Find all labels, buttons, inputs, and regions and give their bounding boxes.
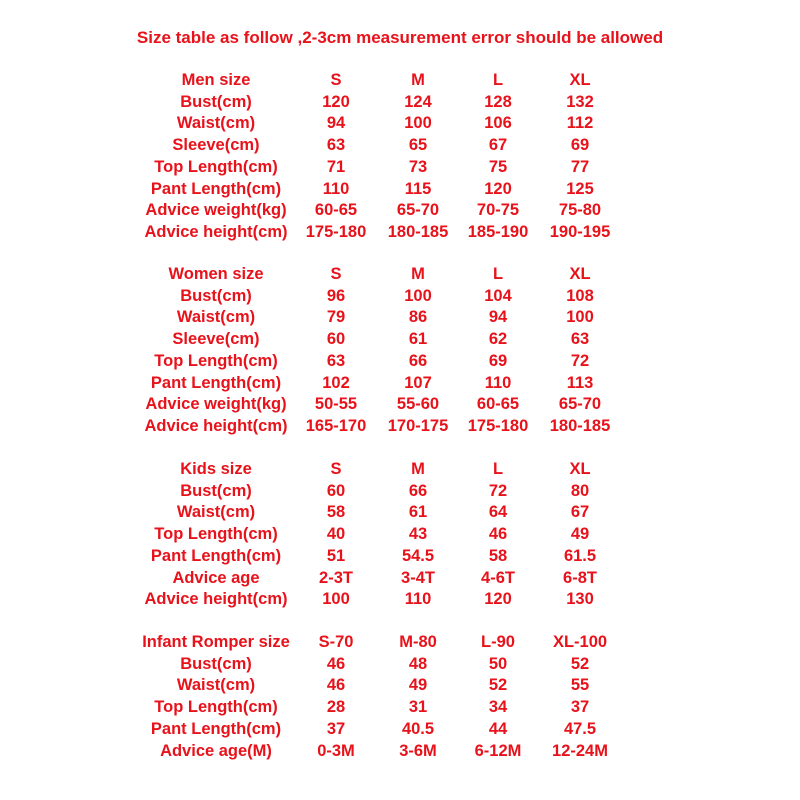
table-row bbox=[0, 351, 800, 373]
size-value: 100 bbox=[322, 590, 350, 609]
size-value: 51 bbox=[326, 546, 346, 565]
row-label: Men size bbox=[181, 71, 251, 89]
size-value: L bbox=[492, 71, 504, 89]
row-label: Advice weight(kg) bbox=[145, 395, 287, 414]
size-value: 12-24M bbox=[552, 741, 608, 760]
size-value: 49 bbox=[408, 676, 428, 695]
size-value: 6-12M bbox=[474, 741, 522, 760]
size-value: 132 bbox=[566, 92, 594, 111]
row-label: Top Length(cm) bbox=[154, 351, 278, 370]
size-value: 100 bbox=[404, 286, 432, 305]
row-label: Bust(cm) bbox=[180, 286, 252, 305]
size-value: 3-4T bbox=[401, 568, 435, 587]
size-value: 40.5 bbox=[401, 719, 435, 738]
size-value: 65 bbox=[408, 136, 428, 155]
size-value: 6-8T bbox=[563, 568, 597, 587]
size-value: 72 bbox=[570, 351, 590, 370]
table-row bbox=[0, 524, 800, 546]
size-value: 185-190 bbox=[467, 222, 529, 241]
size-value: 108 bbox=[566, 286, 594, 305]
size-value: 94 bbox=[488, 308, 508, 327]
size-value: 75-80 bbox=[558, 201, 602, 220]
size-value: 60 bbox=[326, 481, 346, 500]
size-value: 120 bbox=[484, 590, 512, 609]
size-value: 79 bbox=[326, 308, 346, 327]
size-value: 96 bbox=[326, 286, 346, 305]
size-value: 46 bbox=[488, 525, 508, 544]
page-title: Size table as follow ,2-3cm measurement error should be allowed bbox=[136, 28, 664, 47]
size-value: 170-175 bbox=[387, 416, 449, 435]
row-label: Top Length(cm) bbox=[154, 698, 278, 717]
size-value: 50 bbox=[488, 654, 508, 673]
size-value: 60 bbox=[326, 330, 346, 349]
size-value: 31 bbox=[408, 698, 428, 717]
size-value: 46 bbox=[326, 676, 346, 695]
table-header-row bbox=[0, 70, 800, 92]
size-value: 67 bbox=[488, 136, 508, 155]
size-value: 28 bbox=[326, 698, 346, 717]
size-value: XL bbox=[569, 460, 591, 478]
size-value: 63 bbox=[570, 330, 590, 349]
size-value: 65-70 bbox=[558, 395, 602, 414]
size-value: 100 bbox=[404, 114, 432, 133]
row-label: Sleeve(cm) bbox=[172, 330, 260, 349]
size-value: 61.5 bbox=[563, 546, 597, 565]
size-value: 50-55 bbox=[314, 395, 358, 414]
table-row bbox=[0, 697, 800, 719]
row-label: Advice height(cm) bbox=[144, 590, 288, 609]
size-value: 113 bbox=[566, 373, 594, 392]
size-value: 130 bbox=[566, 590, 594, 609]
size-value: 40 bbox=[326, 525, 346, 544]
size-value: 37 bbox=[326, 719, 346, 738]
size-value: 165-170 bbox=[305, 416, 367, 435]
row-label: Bust(cm) bbox=[180, 481, 252, 500]
table-row bbox=[0, 675, 800, 697]
size-value: 4-6T bbox=[481, 568, 515, 587]
size-value: 110 bbox=[484, 373, 512, 392]
row-label: Advice age bbox=[172, 568, 260, 587]
size-value: 52 bbox=[570, 654, 590, 673]
table-header-row bbox=[0, 632, 800, 654]
table-row bbox=[0, 654, 800, 676]
size-value: 106 bbox=[484, 114, 512, 133]
size-value: L bbox=[492, 460, 504, 478]
row-label: Sleeve(cm) bbox=[172, 136, 260, 155]
size-value: 80 bbox=[570, 481, 590, 500]
size-value: 60-65 bbox=[314, 201, 358, 220]
table-row bbox=[0, 546, 800, 568]
row-label: Top Length(cm) bbox=[154, 525, 278, 544]
size-value: 2-3T bbox=[319, 568, 353, 587]
row-label: Waist(cm) bbox=[176, 308, 256, 327]
size-value: 64 bbox=[488, 503, 508, 522]
table-row bbox=[0, 307, 800, 329]
row-label: Women size bbox=[168, 265, 264, 283]
size-value: 120 bbox=[322, 92, 350, 111]
table-row bbox=[0, 568, 800, 590]
size-value: 3-6M bbox=[399, 741, 437, 760]
size-value: 175-180 bbox=[467, 416, 529, 435]
size-value: 55 bbox=[570, 676, 590, 695]
size-value: M bbox=[411, 71, 425, 89]
size-value: M bbox=[411, 265, 425, 283]
table-row bbox=[0, 416, 800, 438]
size-value: 75 bbox=[488, 157, 508, 176]
table-row bbox=[0, 373, 800, 395]
row-label: Waist(cm) bbox=[176, 676, 256, 695]
table-row bbox=[0, 329, 800, 351]
size-value: 63 bbox=[326, 351, 346, 370]
size-value: 44 bbox=[488, 719, 508, 738]
size-value: 46 bbox=[326, 654, 346, 673]
table-row bbox=[0, 502, 800, 524]
row-label: Bust(cm) bbox=[180, 654, 252, 673]
size-value: 58 bbox=[488, 546, 508, 565]
table-row bbox=[0, 157, 800, 179]
size-value: 37 bbox=[570, 698, 590, 717]
size-value: L bbox=[492, 265, 504, 283]
table-row bbox=[0, 113, 800, 135]
size-value: 72 bbox=[488, 481, 508, 500]
size-value: 34 bbox=[488, 698, 508, 717]
size-value: S bbox=[330, 71, 342, 89]
size-value: 69 bbox=[570, 136, 590, 155]
size-value: 86 bbox=[408, 308, 428, 327]
size-value: M-80 bbox=[399, 633, 437, 651]
size-value: 66 bbox=[408, 351, 428, 370]
table-row bbox=[0, 200, 800, 222]
size-value: 110 bbox=[404, 590, 432, 609]
table-row bbox=[0, 286, 800, 308]
size-value: XL bbox=[569, 265, 591, 283]
row-label: Advice height(cm) bbox=[144, 416, 288, 435]
table-header-row bbox=[0, 459, 800, 481]
size-value: 66 bbox=[408, 481, 428, 500]
table-row bbox=[0, 222, 800, 244]
size-value: L-90 bbox=[481, 633, 515, 651]
size-value: M bbox=[411, 460, 425, 478]
row-label: Advice age(M) bbox=[160, 741, 272, 760]
size-value: 49 bbox=[570, 525, 590, 544]
row-label: Bust(cm) bbox=[180, 92, 252, 111]
size-value: 102 bbox=[322, 373, 350, 392]
size-value: 61 bbox=[408, 503, 428, 522]
size-value: 70-75 bbox=[476, 201, 520, 220]
size-value: 77 bbox=[570, 157, 590, 176]
size-value: S bbox=[330, 265, 342, 283]
size-value: S bbox=[330, 460, 342, 478]
row-label: Advice height(cm) bbox=[144, 222, 288, 241]
size-value: 69 bbox=[488, 351, 508, 370]
size-value: 73 bbox=[408, 157, 428, 176]
size-value: 104 bbox=[484, 286, 512, 305]
table-row bbox=[0, 741, 800, 763]
size-value: 100 bbox=[566, 308, 594, 327]
size-value: 0-3M bbox=[317, 741, 355, 760]
size-value: S-70 bbox=[318, 633, 354, 651]
size-value: 94 bbox=[326, 114, 346, 133]
row-label: Advice weight(kg) bbox=[145, 201, 287, 220]
row-label: Pant Length(cm) bbox=[150, 179, 282, 198]
table-row bbox=[0, 179, 800, 201]
size-value: 60-65 bbox=[476, 395, 520, 414]
size-value: 43 bbox=[408, 525, 428, 544]
size-value: 128 bbox=[484, 92, 512, 111]
size-value: 175-180 bbox=[305, 222, 367, 241]
size-value: XL bbox=[569, 71, 591, 89]
row-label: Waist(cm) bbox=[176, 503, 256, 522]
row-label: Pant Length(cm) bbox=[150, 546, 282, 565]
size-value: 71 bbox=[326, 157, 346, 176]
size-value: 110 bbox=[322, 179, 350, 198]
size-value: 180-185 bbox=[387, 222, 449, 241]
size-value: 120 bbox=[484, 179, 512, 198]
size-value: 47.5 bbox=[563, 719, 597, 738]
size-value: 54.5 bbox=[401, 546, 435, 565]
table-header-row bbox=[0, 264, 800, 286]
size-value: 67 bbox=[570, 503, 590, 522]
size-value: 107 bbox=[404, 373, 432, 392]
size-value: 124 bbox=[404, 92, 432, 111]
size-value: 48 bbox=[408, 654, 428, 673]
size-value: 190-195 bbox=[549, 222, 611, 241]
size-value: 180-185 bbox=[549, 416, 611, 435]
size-value: 52 bbox=[488, 676, 508, 695]
size-value: 63 bbox=[326, 136, 346, 155]
table-row bbox=[0, 481, 800, 503]
row-label: Infant Romper size bbox=[142, 633, 290, 651]
table-row bbox=[0, 92, 800, 114]
size-value: XL-100 bbox=[552, 633, 608, 651]
row-label: Waist(cm) bbox=[176, 114, 256, 133]
table-row bbox=[0, 719, 800, 741]
table-row bbox=[0, 589, 800, 611]
size-value: 125 bbox=[566, 179, 594, 198]
size-value: 55-60 bbox=[396, 395, 440, 414]
size-value: 62 bbox=[488, 330, 508, 349]
size-value: 112 bbox=[566, 114, 594, 133]
row-label: Top Length(cm) bbox=[154, 157, 278, 176]
row-label: Pant Length(cm) bbox=[150, 719, 282, 738]
row-label: Kids size bbox=[180, 460, 252, 478]
size-value: 61 bbox=[408, 330, 428, 349]
table-row bbox=[0, 394, 800, 416]
size-value: 115 bbox=[404, 179, 432, 198]
table-row bbox=[0, 135, 800, 157]
size-value: 58 bbox=[326, 503, 346, 522]
row-label: Pant Length(cm) bbox=[150, 373, 282, 392]
size-value: 65-70 bbox=[396, 201, 440, 220]
